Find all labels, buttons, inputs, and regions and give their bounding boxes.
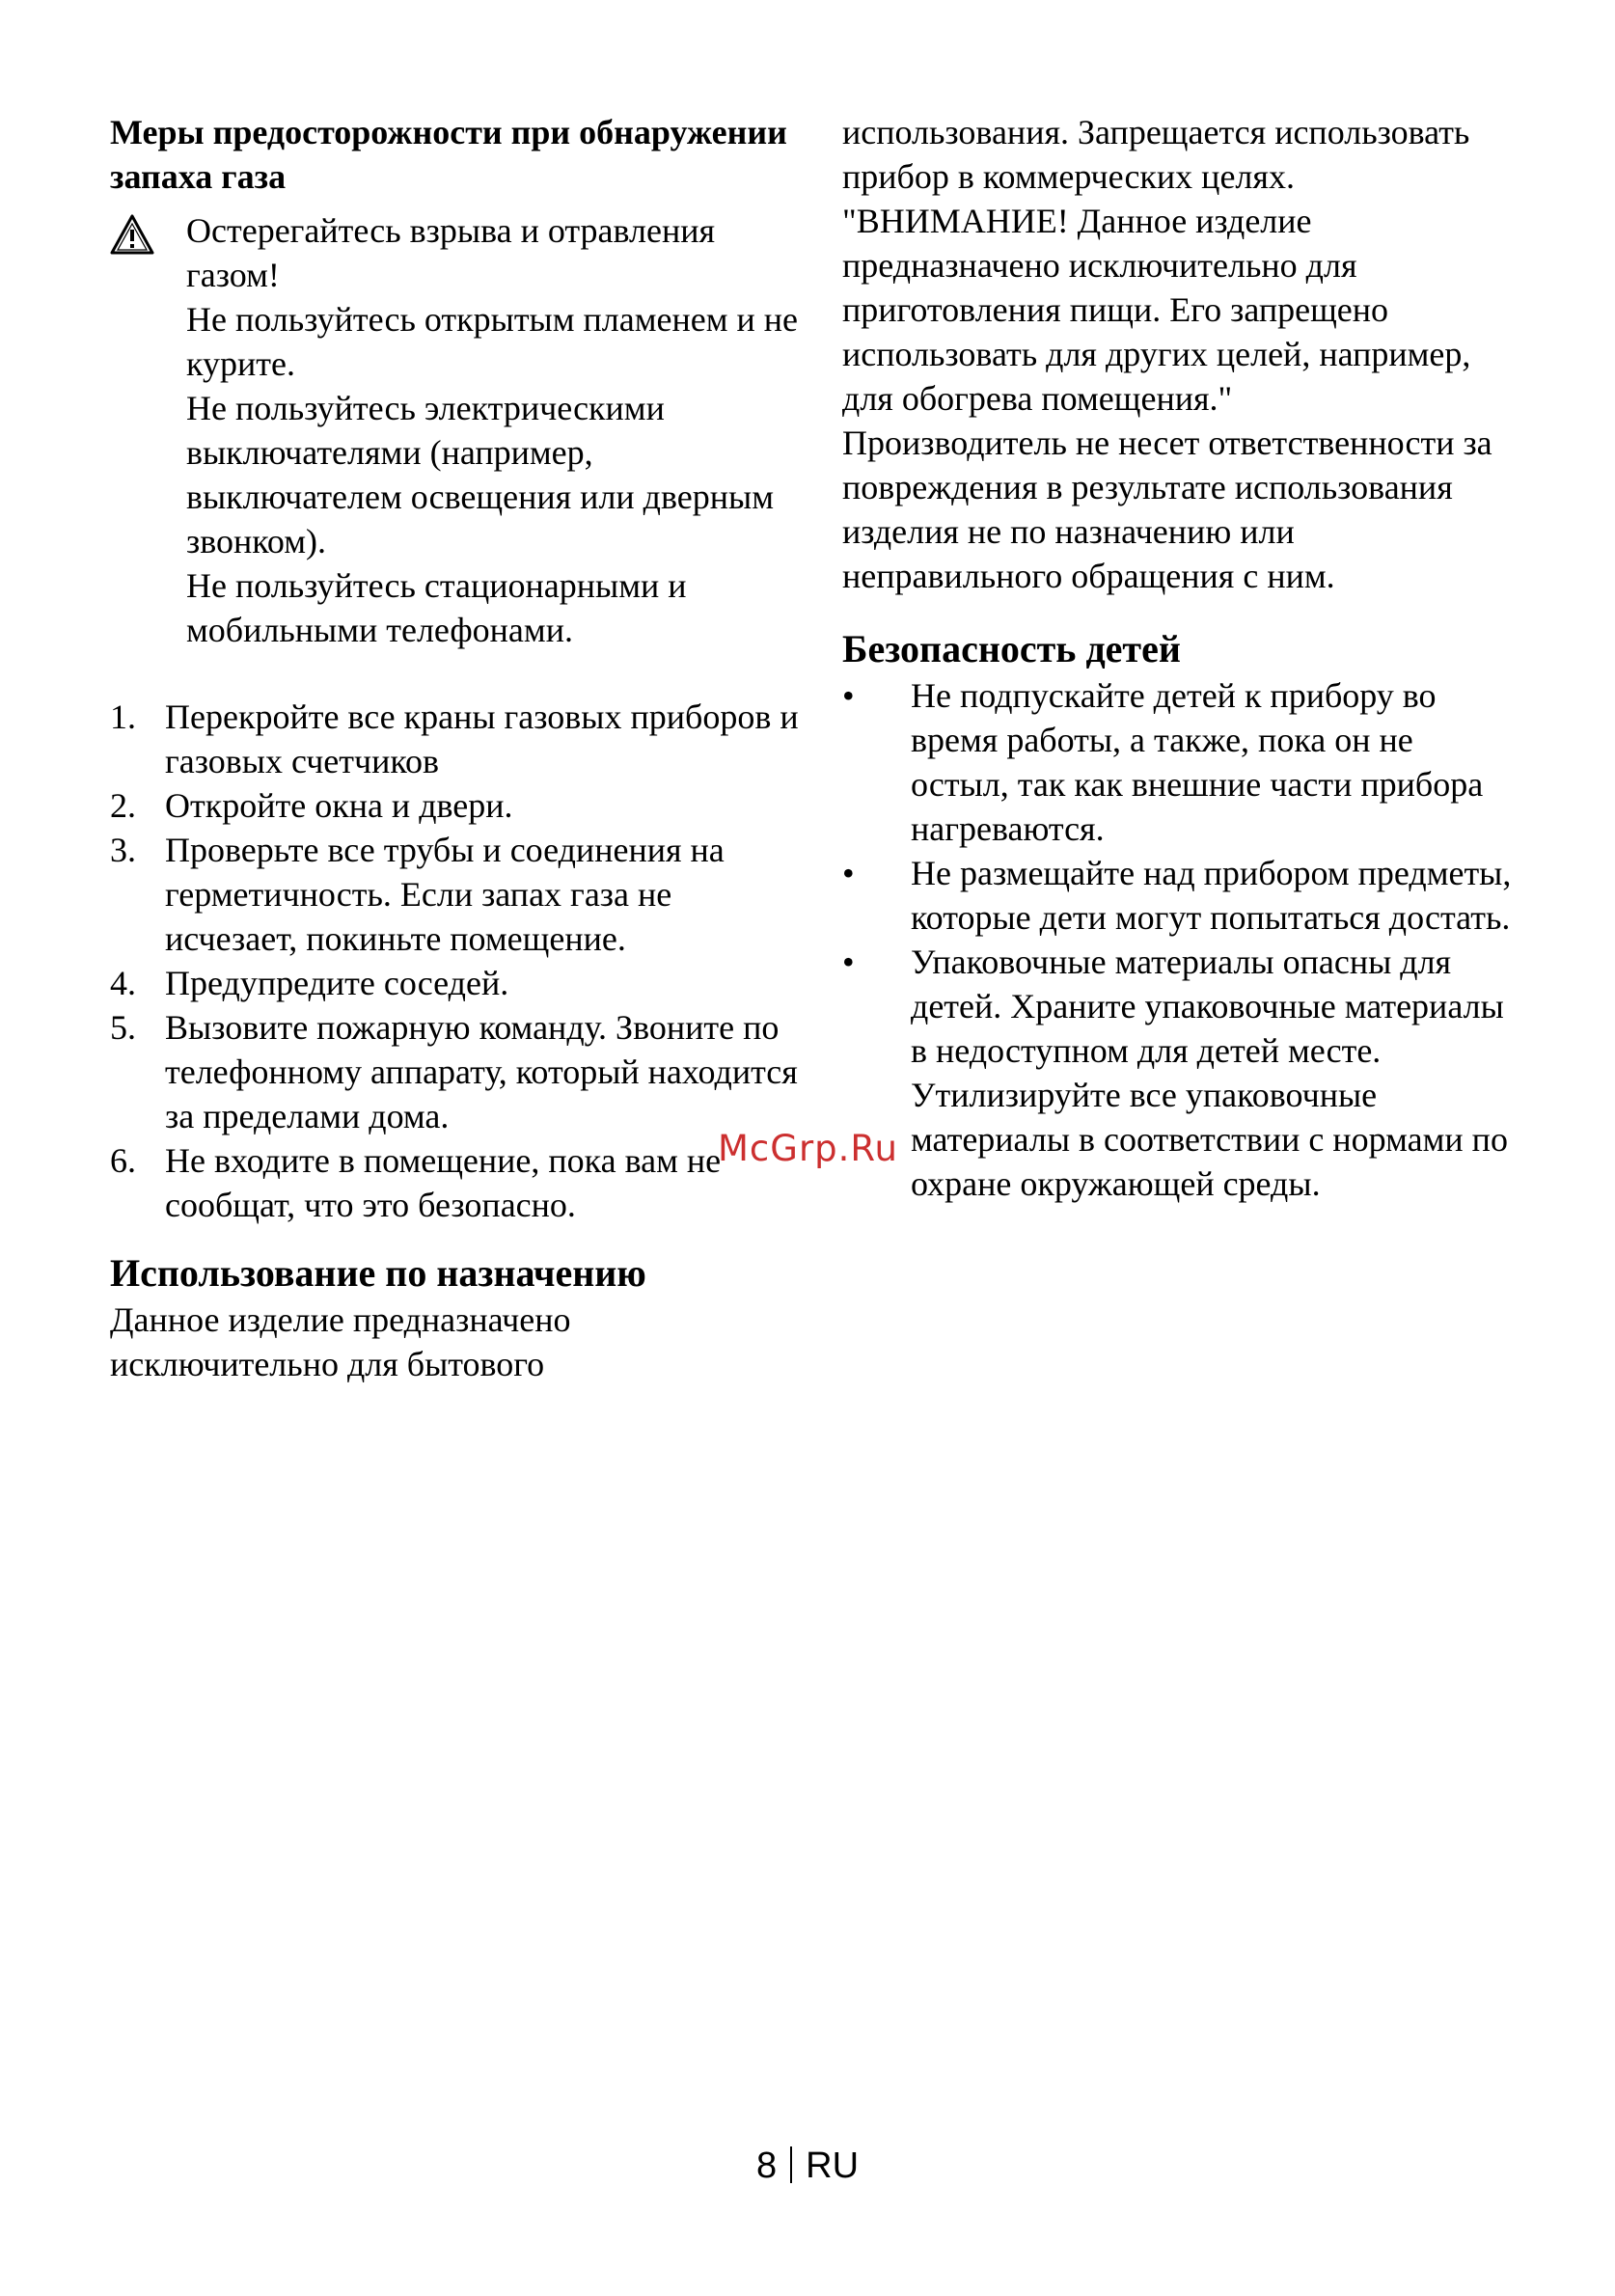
right-column — [842, 110, 1518, 1206]
warning-line: Не пользуйтесь электрическими выключателями (например, выключателем освещения или дверным звонком). — [186, 389, 774, 560]
bullet-text: Не размещайте над прибором предметы, которые дети могут попытаться достать. — [911, 854, 1512, 937]
warning-line: Не пользуйтесь открытым пламенем и не курите. — [186, 300, 799, 383]
footer-divider — [790, 2146, 792, 2183]
bullet-icon: • — [842, 943, 855, 981]
list-item — [842, 673, 1518, 851]
step-number: 1. — [110, 697, 136, 736]
list-item — [110, 1005, 805, 1138]
list-item — [842, 851, 1518, 940]
warning-line: Остерегайтесь взрыва и отравления газом! — [186, 211, 716, 294]
bullet-icon: • — [842, 854, 855, 892]
warning-line: Не пользуйтесь стационарными и мобильными телефонами. — [186, 566, 687, 649]
warning-triangle-icon — [110, 214, 154, 255]
language-code: RU — [806, 2146, 860, 2186]
bullet-icon: • — [842, 676, 855, 715]
gas-steps-list — [110, 695, 805, 1227]
step-number: 5. — [110, 1008, 136, 1047]
intended-use-heading: Использование по назначению — [110, 1251, 646, 1295]
list-item — [110, 1138, 805, 1227]
list-item — [110, 783, 805, 828]
left-column — [110, 110, 805, 1386]
step-text: Не входите в помещение, пока вам не сообщат, что это безопасно. — [165, 1141, 722, 1224]
step-number: 6. — [110, 1141, 136, 1180]
intended-use-text: Данное изделие предназначено исключительно для бытового — [110, 1300, 571, 1383]
watermark: McGrp.Ru — [718, 1128, 898, 1169]
step-text: Перекройте все краны газовых приборов и газовых счетчиков — [165, 697, 799, 780]
step-number: 2. — [110, 786, 136, 825]
step-text: Откройте окна и двери. — [165, 786, 513, 825]
child-safety-heading: Безопасность детей — [842, 627, 1181, 670]
list-item — [110, 695, 805, 783]
page-footer — [0, 2144, 1615, 2188]
intended-use-text-continued: использования. Запрещается использовать прибор в коммерческих целях. — [842, 113, 1470, 196]
attention-notice: "ВНИМАНИЕ! Данное изделие предназначено исключительно для приготовления пищи. Его запрещено использовать для других целей, например, для обогрева помещения." — [842, 202, 1471, 418]
step-text: Проверьте все трубы и соединения на герметичность. Если запах газа не исчезает, покиньте помещение. — [165, 831, 725, 958]
step-number: 4. — [110, 964, 136, 1002]
child-safety-list — [842, 673, 1518, 1206]
gas-smell-heading: Меры предосторожности при обнаружении запаха газа — [110, 113, 787, 196]
bullet-text: Не подпускайте детей к прибору во время работы, а также, пока он не остыл, так как внешние части прибора нагреваются. — [911, 676, 1484, 848]
step-number: 3. — [110, 831, 136, 869]
liability-notice: Производитель не несет ответственности за повреждения в результате использования изделия не по назначению или неправильного обращения с ним. — [842, 424, 1492, 595]
bullet-text: Упаковочные материалы опасны для детей. Храните упаковочные материалы в недоступном для детей месте. Утилизируйте все упаковочные материалы в соответствии с нормами по охране окружающей среды. — [911, 943, 1508, 1203]
list-item — [842, 940, 1518, 1206]
list-item — [110, 828, 805, 961]
step-text: Вызовите пожарную команду. Звоните по телефонному аппарату, который находится за пределами дома. — [165, 1008, 798, 1135]
list-item — [110, 961, 805, 1005]
gas-warning-block — [110, 208, 805, 652]
step-text: Предупредите соседей. — [165, 964, 509, 1002]
page-number: 8 — [755, 2146, 778, 2186]
